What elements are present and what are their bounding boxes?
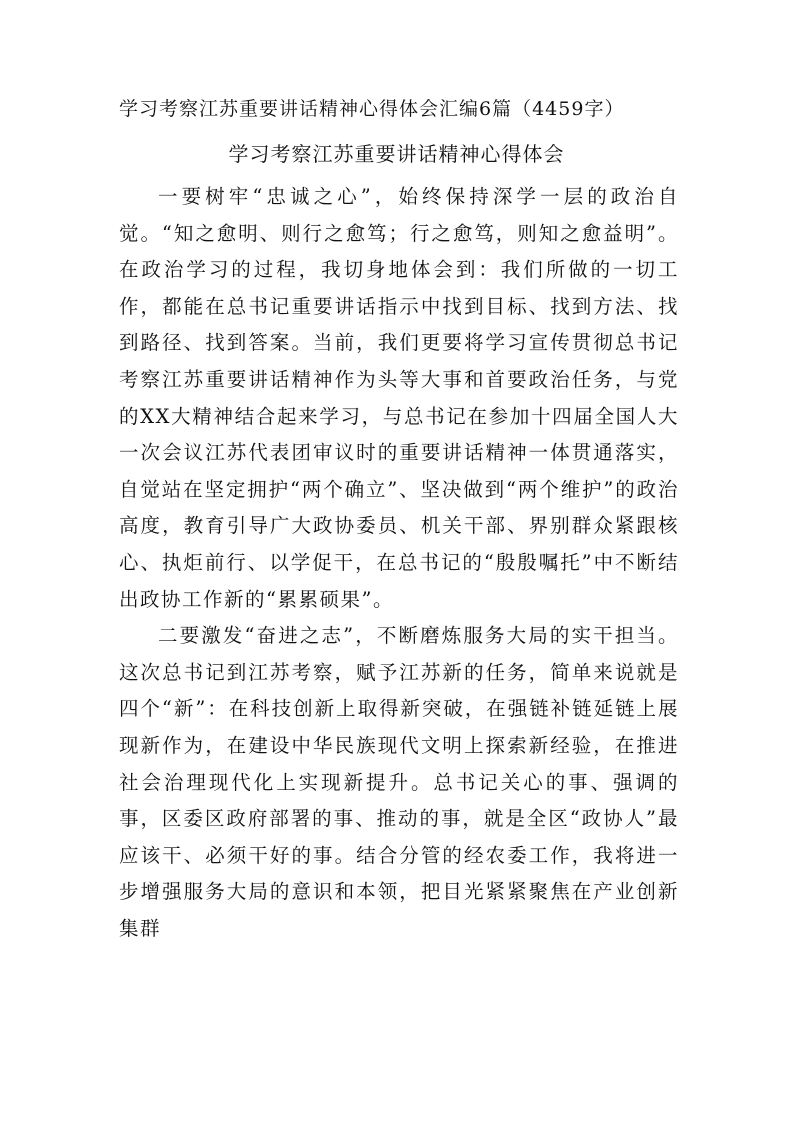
paragraph-2: 二要激发“奋进之志”，不断磨炼服务大局的实干担当。这次总书记到江苏考察，赋予江苏新的任务，简单来说就是四个“新”：在科技创新上取得新突破，在强链补链延链上展现新作为，在建设中华民族现代文明上探索新经验，在推进社会治理现代化上实现新提升。总书记关心的事、强调的事，区委区政府部署的事、推动的事，就是全区“政协人”最应该干、必须干好的事。结合分管的经农委工作，我将进一步增强服务大局的意识和本领，把目光紧紧聚焦在产业创新集群 [119,624,679,940]
section-heading: 学习考察江苏重要讲话精神心得体会 [228,142,565,166]
paragraph-1: 一要树牢“忠诚之心”，始终保持深学一层的政治自觉。“知之愈明、则行之愈笃；行之愈笃，则知之愈益明”。在政治学习的过程，我切身地体会到：我们所做的一切工作，都能在总书记重要讲话指示中找到目标、找到方法、找到路径、找到答案。当前，我们更要将学习宣传贯彻总书记考察江苏重要讲话精神作为头等大事和首要政治任务，与党的XX大精神结合起来学习，与总书记在参加十四届全国人大一次会议江苏代表团审议时的重要讲话精神一体贯通落实，自觉站在坚定拥护“两个确立”、坚决做到“两个维护”的政治高度，教育引导广大政协委员、机关干部、界别群众紧跟核心、执炬前行、以学促干，在总书记的“殷殷嘱托”中不断结出政协工作新的“累累硕果”。 [119,185,679,611]
document-body [119,179,679,947]
document-title: 学习考察江苏重要讲话精神心得体会汇编6篇（4459字） [119,98,625,120]
